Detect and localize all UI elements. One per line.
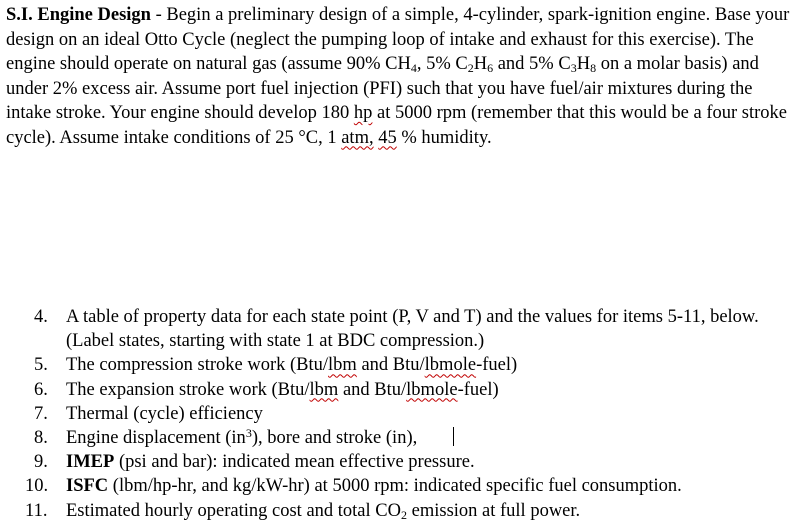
item-number: 4. <box>34 307 48 327</box>
item-text: -fuel) <box>457 379 499 400</box>
problem-statement <box>6 3 796 150</box>
item-text: ), bore and stroke (in), <box>251 428 418 449</box>
item-text: -fuel) <box>476 355 518 376</box>
intro-text-2: , 5% C <box>416 54 468 74</box>
item-text: (psi and bar): indicated mean effective pressure. <box>114 452 475 473</box>
spellcheck-word-lbm[interactable]: lbm <box>328 355 357 376</box>
subscript: 3 <box>570 61 577 75</box>
list-item <box>0 474 804 498</box>
list-item <box>0 402 804 426</box>
subscript: 2 <box>401 507 407 522</box>
item-number: 5. <box>34 355 48 376</box>
spellcheck-word-lbmole[interactable]: lbmole <box>406 379 458 400</box>
spellcheck-word-hp[interactable]: hp <box>353 103 373 123</box>
item-term: ISFC <box>66 476 109 497</box>
item-text: The expansion stroke work (Btu/ <box>66 379 310 400</box>
spellcheck-word-lbmole[interactable]: lbmole <box>424 355 477 376</box>
item-number: 6. <box>34 379 48 400</box>
item-text: Thermal (cycle) efficiency <box>66 403 263 424</box>
list-item <box>0 305 804 353</box>
item-text: (lbm/hp-hr, and kg/kW-hr) at 5000 rpm: indicated specific fuel consumption. <box>108 476 682 497</box>
item-number: 10. <box>25 476 49 497</box>
list-item <box>0 450 804 474</box>
item-number: 11. <box>25 500 48 521</box>
subscript: 8 <box>590 61 597 75</box>
item-text: Estimated hourly operating cost and total CO <box>66 500 401 521</box>
item-text: A table of property data for each state point (P, V and T) and the values for items 5-11, below. (Label states, starting with state 1 at BDC compression.) <box>66 307 759 352</box>
intro-text-5: H <box>576 54 591 74</box>
subscript: 2 <box>467 61 474 75</box>
intro-text-4: and 5% C <box>493 54 571 74</box>
item-text: The compression stroke work (Btu/ <box>66 355 329 376</box>
item-text: and Btu/ <box>356 355 425 376</box>
intro-text-3: H <box>473 54 488 74</box>
spellcheck-word-atm[interactable]: atm, <box>341 127 374 148</box>
deliverables-list <box>0 305 804 523</box>
list-item <box>0 426 804 450</box>
list-item <box>0 353 804 377</box>
problem-heading: S.I. Engine Design <box>6 5 151 25</box>
list-item <box>0 499 804 523</box>
intro-text-9: % humidity. <box>396 127 492 148</box>
text-cursor <box>453 427 454 446</box>
item-text: emission at full power. <box>407 500 581 521</box>
item-text: Engine displacement (in <box>66 428 246 449</box>
intro-text-6: on a molar basis) and under 2% excess air. Assume port fuel injection (PFI) such that you have fuel/air mixtures during the intake stroke. Your engine should develop 180 <box>6 54 759 123</box>
item-text: and Btu/ <box>338 379 407 400</box>
item-number: 8. <box>34 428 48 449</box>
spellcheck-word-45[interactable]: 45 <box>378 127 397 148</box>
subscript: 4 <box>410 61 417 75</box>
item-number: 7. <box>34 403 48 424</box>
subscript: 6 <box>487 61 494 75</box>
intro-text-1: - Begin a preliminary design of a simple, 4-cylinder, spark-ignition engine. Base your design on an ideal Otto Cycle (neglect the pumping loop of intake and exhaust for this exercise). The engine should operate on natural gas (assume 90% CH <box>6 5 790 74</box>
list-item <box>0 378 804 402</box>
item-number: 9. <box>34 452 48 473</box>
spellcheck-word-lbm[interactable]: lbm <box>309 379 339 400</box>
item-term: IMEP <box>66 452 115 473</box>
intro-text-7: at 5000 rpm (remember that this would be a four stroke cycle). Assume intake conditions of 25 °C, 1 <box>6 103 787 148</box>
superscript: 3 <box>245 426 252 441</box>
